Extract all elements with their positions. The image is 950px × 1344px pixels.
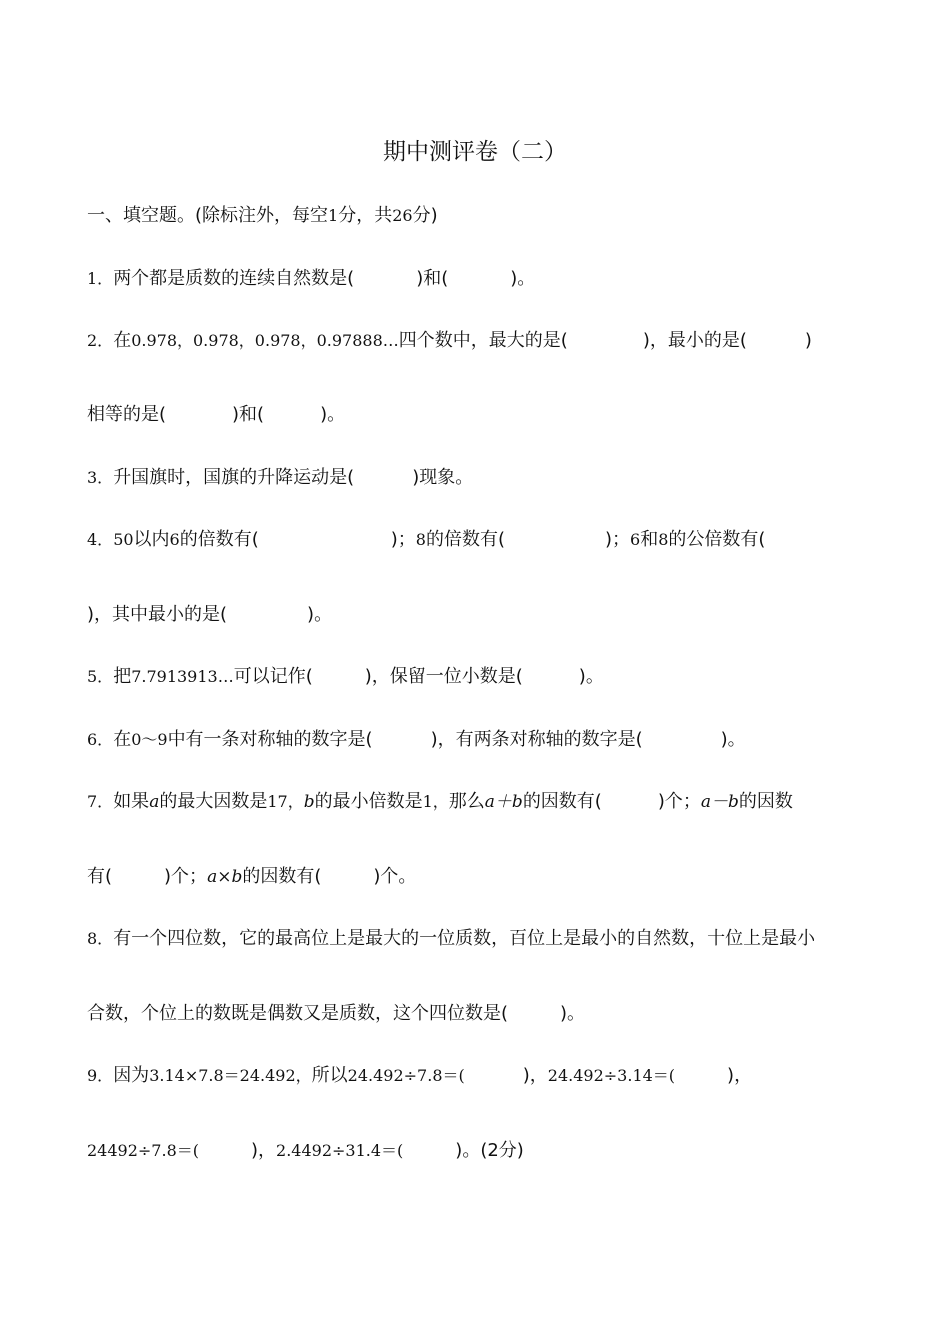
question-1 [87,268,535,290]
question-text: )； [605,529,631,550]
equation: 24.492÷3.14＝( [547,1066,676,1085]
question-text: )。 [560,1003,586,1024]
section-total: 26 [392,206,413,225]
variable: b [303,792,315,812]
question-text: 在 [113,729,132,750]
question-text: 如果 [113,791,150,812]
section-heading [87,205,438,227]
expression: a×b [207,867,243,887]
question-text: 的倍数有( [179,529,259,550]
number: 1， [422,792,449,811]
question-text: 升国旗时，国旗的升降运动是( [113,467,355,488]
question-2-cont [87,404,345,426]
question-text: 的因数 [738,791,793,812]
question-number: 8． [87,929,114,948]
question-text: )个。 [373,866,417,887]
question-text: 有( [87,866,113,887]
question-text: 以内 [133,529,170,550]
question-number: 4． [87,530,114,549]
section-note: (除标注外，每空 [195,205,329,226]
question-text: )。 [307,604,333,625]
number: 6 [630,530,641,549]
question-text: 有一个四位数，它的最高位上是最大的一位质数，百位上是最小的自然数，十位上是最小 [113,928,816,949]
number: 17， [267,792,304,811]
question-text: )， [522,1065,548,1086]
question-text: 的最大因数是 [159,791,268,812]
section-note-num: 1 [328,206,339,225]
score-note: (2分) [480,1140,524,1161]
expression: a－b [700,792,739,812]
question-text: )， [251,1140,277,1161]
page-title: 期中测评卷（二） [383,139,567,165]
question-4-cont [87,604,332,626]
question-text: 相等的是( [87,404,167,425]
number: 6 [169,530,180,549]
question-number: 1． [87,269,114,288]
section-note-2: 分，共 [338,205,393,226]
question-number: 5． [87,667,114,686]
question-text: )。 [510,268,536,289]
question-9 [87,1065,752,1087]
question-text: )和( [232,404,265,425]
number-range: 0～9 [131,730,168,749]
question-text: 的最小倍数是 [314,791,423,812]
number-list: 0.978，0.978，0.978，0.97888… [131,331,399,350]
question-text: 合数，个位上的数既是偶数又是质数，这个四位数是( [87,1003,509,1024]
number: 50 [113,530,134,549]
question-text: 中有一条对称轴的数字是( [167,729,373,750]
question-text: )，有两条对称轴的数字是( [430,729,643,750]
number: 7.7913913… [131,667,234,686]
question-text: 的倍数有( [425,529,506,550]
equation: 24.492÷7.8＝( [347,1066,465,1085]
question-text: 两个都是质数的连续自然数是( [113,268,355,289]
question-text: 那么 [448,791,485,812]
question-text: )个； [164,866,208,887]
question-text: )； [390,529,416,550]
question-number: 9． [87,1066,114,1085]
question-text: )。 [320,404,346,425]
question-text: 在 [113,330,132,351]
question-number: 7． [87,792,114,811]
question-text: 所以 [311,1065,348,1086]
section-note-3: 分) [412,205,438,226]
equation: 3.14×7.8＝24.492， [149,1066,312,1085]
question-text: )， [727,1065,753,1086]
number: 8 [415,530,426,549]
question-text: 可以记作( [233,666,313,687]
question-4 [87,529,765,551]
question-text: 的因数有( [242,866,322,887]
question-text: 把 [113,666,132,687]
question-6 [87,729,746,751]
question-text: )。 [578,666,604,687]
question-2 [87,330,812,352]
number: 8 [658,530,669,549]
section-label: 一、填空题。 [87,205,195,226]
question-text: )，保留一位小数是( [364,666,523,687]
question-8 [87,928,815,950]
question-8-cont [87,1003,585,1025]
question-text: 的公倍数有( [668,529,766,550]
question-text: )。 [455,1140,481,1161]
question-text: )个； [657,791,701,812]
question-9-cont [87,1140,524,1162]
question-5 [87,666,604,688]
equation: 24492÷7.8＝( [87,1141,199,1160]
question-7-cont [87,866,416,888]
question-text: 的因数有( [522,791,602,812]
question-text: )和( [416,268,449,289]
question-text: )现象。 [412,467,474,488]
question-text: )，最小的是( [642,330,747,351]
question-number: 3． [87,468,114,487]
equation: 2.4492÷31.4＝( [276,1141,404,1160]
question-text: 和 [640,529,659,550]
question-text: 四个数中，最大的是( [398,330,568,351]
expression: a＋b [484,792,523,812]
question-text: 因为 [113,1065,150,1086]
question-text: ) [804,330,812,351]
variable: a [149,792,160,812]
question-number: 6． [87,730,114,749]
question-3 [87,467,473,489]
question-text: )。 [720,729,746,750]
question-7 [87,791,793,813]
question-text: )，其中最小的是( [87,604,228,625]
question-number: 2． [87,331,114,350]
